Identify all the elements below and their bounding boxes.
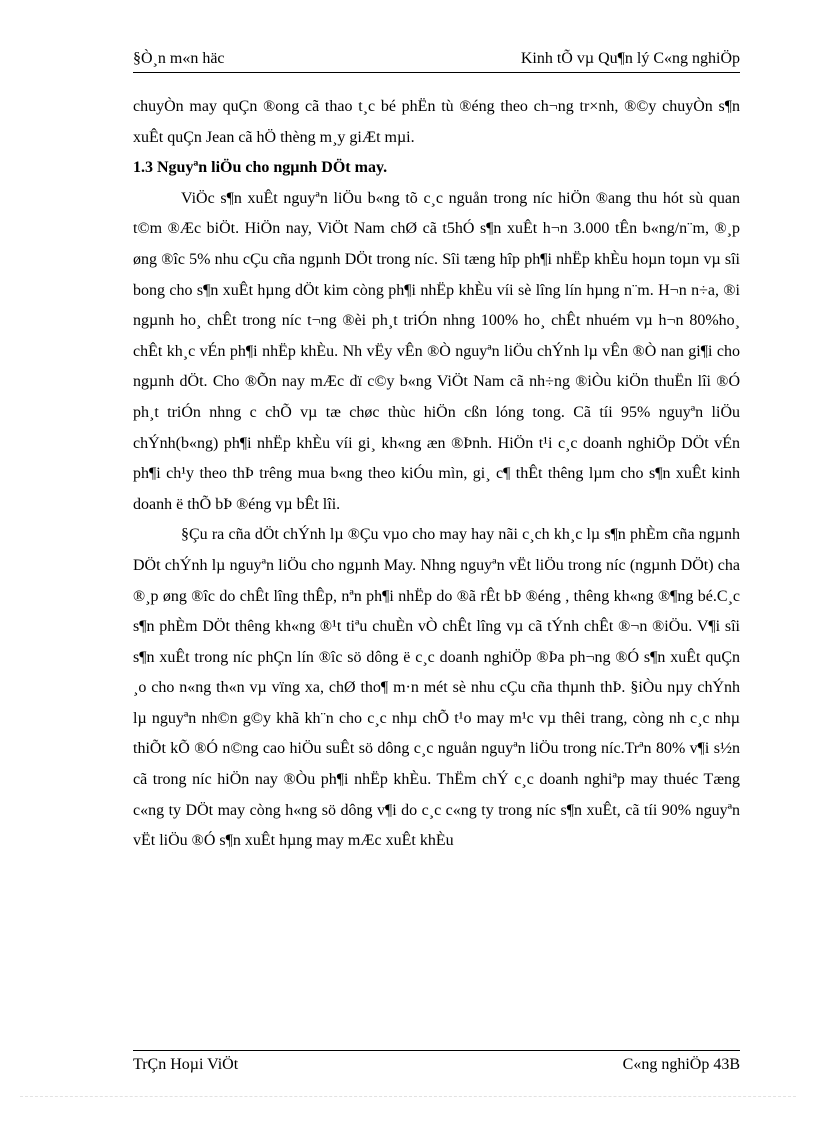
paragraph-raw-materials: ViÖc s¶n xuÊt nguyªn liÖu b«ng tõ c¸c nguån trong níc hiÖn ®ang thu hót sù quan t©m ®Æc biÖt. HiÖn nay, ViÖt Nam chØ cã t5hÓ s¶n xuÊt h¬n 3.000 tÊn b«ng/n¨m, ®¸p øng ®îc 5% nhu cÇu cña ngµnh DÖt trong níc. Sîi tæng hîp ph¶i nhËp khÈu hoµn toµn vµ sîi bong cho s¶n xuÊt hµng dÖt kim còng ph¶i nhËp khÈu víi sè lîng lín hµng n¨m. H¬n n÷a, ®i ngµnh ho¸ chÊt trong níc t¬ng ®èi ph¸t triÓn nhng 100% ho¸ chÊt nhuém vµ h¬n 80%ho¸ chÊt kh¸c vÉn ph¶i nhËp khÈu. Nh vËy vÊn ®Ò nguyªn liÖu chÝnh lµ vÊn ®Ò nan gi¶i cho ngµnh dÖt. Cho ®Õn nay mÆc dï c©y b«ng ViÖt Nam cã nh÷ng ®iÒu kiÖn thuËn lîi ®Ó ph¸t triÓn nhng c chÕ vµ tæ chøc thùc hiÖn cßn lóng tong. Cã tíi 95% nguyªn liÖu chÝnh(b«ng) ph¶i nhËp khÈu víi gi¸ kh«ng æn ®Þnh. HiÖn t¹i c¸c doanh nghiÖp DÖt vÉn ph¶i ch¹y theo thÞ trêng mua b«ng theo kiÓu mìn, gi¸ c¶ thÊt thêng lµm cho s¶n xuÊt kinh doanh ë thÕ bÞ ®éng vµ bÊt lîi.	[133, 189, 740, 513]
header-department: Kinh tÕ vµ Qu¶n lý C«ng nghiÖp	[520, 50, 740, 67]
footer-class: C«ng nghiÖp 43B	[622, 1056, 740, 1073]
paragraph-continued: chuyÒn may quÇn ®ong cã thao t¸c bé phËn tù ®éng theo ch¬ng tr×nh, ®©y chuyÒn s¶n xuÊt quÇn Jean cã hÖ thèng m¸y giÆt mµi.	[133, 98, 740, 146]
footer-author: TrÇn Hoµi ViÖt	[133, 1056, 239, 1073]
page-header	[133, 48, 740, 73]
body-text	[133, 92, 740, 857]
page-separator	[20, 1096, 796, 1097]
section-heading: 1.3 Nguyªn liÖu cho ngµnh DÖt may.	[133, 159, 388, 177]
page-footer	[133, 1050, 740, 1081]
paragraph-output: §Çu ra cña dÖt chÝnh lµ ®Çu vµo cho may hay nãi c¸ch kh¸c lµ s¶n phÈm cña ngµnh DÖt chÝnh lµ nguyªn liÖu cho ngµnh May. Nhng nguyªn vËt liÖu trong níc (ngµnh DÖt) cha ®¸p øng ®îc do chÊt lîng thÊp, nªn ph¶i nhËp do ®ã rÊt bÞ ®éng , thêng kh«ng ®¶ng bé.C¸c s¶n phÈm DÖt thêng kh«ng ®¹t tiªu chuÈn vÒ chÊt lîng vµ cã tÝnh chÊt ®¬n ®iÖu. V¶i sîi s¶n xuÊt trong níc phÇn lín ®îc sö dông ë c¸c doanh nghiÖp ®Þa ph¬ng ®Ó s¶n xuÊt quÇn ¸o cho n«ng th«n vµ vïng xa, chØ tho¶ m·n mét sè nhu cÇu cña thµnh thÞ. §iÒu nµy chÝnh lµ nguyªn nh©n g©y khã kh¨n cho c¸c nhµ chÕ t¹o may m¹c vµ thêi trang, còng nh c¸c nhµ thiÕt kÕ ®Ó n©ng cao hiÖu suÊt sö dông c¸c nguån nguyªn liÖu trong níc.Trªn 80% v¶i s½n cã trong níc hiÖn nay ®Òu ph¶i nhËp khÈu. ThËm chÝ c¸c doanh nghiªp may thuéc Tæng c«ng ty DÖt may còng h«ng sö dông v¶i do c¸c c«ng ty trong níc s¶n xuÊt, cã tíi 90% nguyªn vËt liÖu ®Ó s¶n xuÊt hµng may mÆc xuÊt khÈu	[133, 526, 740, 850]
header-subject: §Ò¸n m«n häc	[133, 50, 225, 67]
